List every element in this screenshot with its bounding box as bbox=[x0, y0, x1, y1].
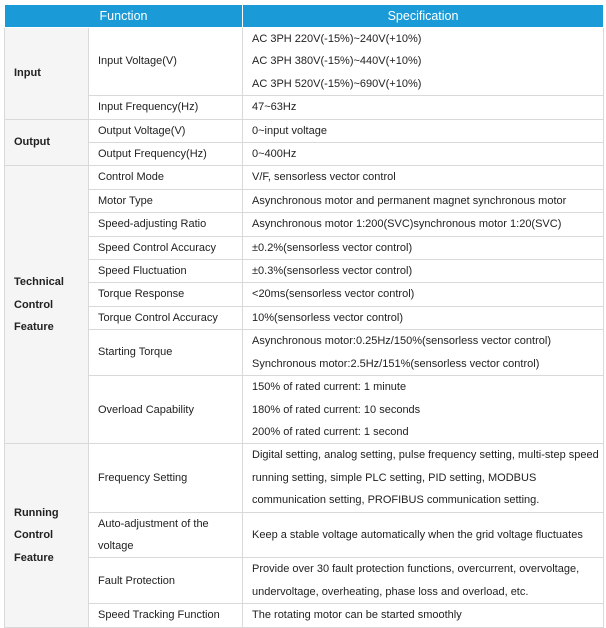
table-row bbox=[5, 143, 604, 166]
function-item-cell bbox=[89, 306, 243, 329]
text-line: Speed Control Accuracy bbox=[98, 241, 217, 254]
text-line: Speed-adjusting Ratio bbox=[98, 218, 207, 231]
table-body bbox=[5, 28, 604, 628]
table-row bbox=[5, 444, 604, 512]
text-line: undervoltage, overheating, phase loss and overload, etc. bbox=[252, 585, 529, 598]
specification-value-cell bbox=[243, 512, 604, 558]
table-row bbox=[5, 330, 604, 376]
table-row bbox=[5, 306, 604, 329]
function-item-cell bbox=[89, 213, 243, 236]
text-line: AC 3PH 380V(-15%)~440V(+10%) bbox=[252, 55, 422, 68]
text-line: Output bbox=[14, 136, 51, 149]
text-line: AC 3PH 220V(-15%)~240V(+10%) bbox=[252, 33, 422, 45]
specification-value-cell bbox=[243, 213, 604, 236]
text-line: Torque Control Accuracy bbox=[98, 311, 218, 324]
text-line: Overload Capability bbox=[98, 403, 194, 416]
text-line: 47~63Hz bbox=[252, 101, 297, 114]
text-line: Control bbox=[14, 298, 54, 311]
function-item-cell bbox=[89, 166, 243, 189]
table-row bbox=[5, 28, 604, 96]
text-line: Control bbox=[14, 529, 54, 542]
function-item-cell bbox=[89, 119, 243, 142]
specification-value-cell bbox=[243, 189, 604, 212]
text-line: 180% of rated current: 10 seconds bbox=[252, 403, 421, 416]
text-line: Asynchronous motor and permanent magnet synchronous motor bbox=[252, 194, 567, 207]
text-line: Control Mode bbox=[98, 171, 165, 184]
text-line: Torque Response bbox=[98, 288, 185, 301]
text-line: V/F, sensorless vector control bbox=[252, 171, 396, 184]
text-line: Output Voltage(V) bbox=[98, 124, 186, 137]
specification-value-cell bbox=[243, 376, 604, 444]
function-item-cell bbox=[89, 283, 243, 306]
function-item-cell bbox=[89, 28, 243, 96]
text-line: Fault Protection bbox=[98, 574, 176, 587]
text-line: AC 3PH 520V(-15%)~690V(+10%) bbox=[252, 77, 422, 90]
specification-value-cell bbox=[243, 330, 604, 376]
text-line: Starting Torque bbox=[98, 346, 173, 359]
specification-value-cell bbox=[243, 558, 604, 604]
specification-value-cell bbox=[243, 604, 604, 627]
text-line: 150% of rated current: 1 minute bbox=[252, 381, 407, 394]
text-line: Running bbox=[14, 506, 59, 519]
category-cell bbox=[5, 166, 89, 444]
text-line: Feature bbox=[14, 551, 54, 564]
specification-table bbox=[4, 4, 604, 628]
table-row bbox=[5, 236, 604, 259]
function-item-cell bbox=[89, 236, 243, 259]
text-line: ±0.3%(sensorless vector control) bbox=[252, 265, 413, 278]
table-row bbox=[5, 166, 604, 189]
text-line: Digital setting, analog setting, pulse frequency setting, multi-step speed bbox=[252, 449, 599, 462]
text-line: Technical bbox=[14, 276, 64, 289]
function-item-cell bbox=[89, 604, 243, 627]
text-line: Speed Fluctuation bbox=[98, 265, 187, 278]
text-line: Input bbox=[14, 67, 41, 80]
specification-value-cell bbox=[243, 143, 604, 166]
table-header-row bbox=[5, 5, 604, 28]
table-row bbox=[5, 558, 604, 604]
text-line: Asynchronous motor 1:200(SVC)synchronous motor 1:20(SVC) bbox=[252, 218, 562, 231]
text-line: Input Frequency(Hz) bbox=[98, 101, 199, 114]
text-line: Feature bbox=[14, 321, 54, 334]
text-line: 200% of rated current: 1 second bbox=[252, 425, 409, 438]
text-line: Asynchronous motor:0.25Hz/150%(sensorless vector control) bbox=[252, 335, 551, 348]
table-row bbox=[5, 189, 604, 212]
function-item-cell bbox=[89, 444, 243, 512]
function-item-cell bbox=[89, 330, 243, 376]
text-line: communication setting, PROFIBUS communication setting. bbox=[252, 494, 540, 507]
text-line: 0~400Hz bbox=[252, 148, 297, 161]
text-line: ±0.2%(sensorless vector control) bbox=[252, 241, 413, 254]
table-row bbox=[5, 96, 604, 119]
table-row bbox=[5, 512, 604, 558]
specification-value-cell bbox=[243, 119, 604, 142]
text-line: Motor Type bbox=[98, 194, 153, 207]
table-row bbox=[5, 260, 604, 283]
specification-header: Specification bbox=[243, 5, 604, 28]
function-item-cell bbox=[89, 189, 243, 212]
text-line: voltage bbox=[98, 539, 134, 552]
function-item-cell bbox=[89, 143, 243, 166]
table-row bbox=[5, 213, 604, 236]
category-cell bbox=[5, 444, 89, 627]
text-line: The rotating motor can be started smoothly bbox=[252, 609, 462, 622]
specification-value-cell bbox=[243, 444, 604, 512]
specification-value-cell bbox=[243, 236, 604, 259]
table-row bbox=[5, 604, 604, 627]
text-line: Frequency Setting bbox=[98, 471, 188, 484]
table-row bbox=[5, 376, 604, 444]
function-item-cell bbox=[89, 96, 243, 119]
specification-value-cell bbox=[243, 306, 604, 329]
specification-value-cell bbox=[243, 166, 604, 189]
specification-value-cell bbox=[243, 96, 604, 119]
category-cell bbox=[5, 28, 89, 120]
text-line: Provide over 30 fault protection functions, overcurrent, overvoltage, bbox=[252, 563, 580, 576]
text-line: 0~input voltage bbox=[252, 124, 327, 137]
specification-value-cell bbox=[243, 283, 604, 306]
text-line: 10%(sensorless vector control) bbox=[252, 311, 404, 324]
text-line: Keep a stable voltage automatically when the grid voltage fluctuates bbox=[252, 528, 583, 541]
text-line: Speed Tracking Function bbox=[98, 609, 220, 622]
category-cell bbox=[5, 119, 89, 166]
table-row bbox=[5, 283, 604, 306]
specification-value-cell bbox=[243, 260, 604, 283]
text-line: Auto-adjustment of the bbox=[98, 517, 209, 530]
specification-value-cell bbox=[243, 28, 604, 96]
text-line: Synchronous motor:2.5Hz/151%(sensorless vector control) bbox=[252, 357, 540, 370]
table-row bbox=[5, 119, 604, 142]
function-item-cell bbox=[89, 376, 243, 444]
text-line: Input Voltage(V) bbox=[98, 55, 177, 68]
text-line: running setting, simple PLC setting, PID setting, MODBUS bbox=[252, 471, 537, 484]
text-line: Output Frequency(Hz) bbox=[98, 148, 207, 161]
text-line: <20ms(sensorless vector control) bbox=[252, 288, 415, 301]
function-item-cell bbox=[89, 512, 243, 558]
function-header: Function bbox=[5, 5, 243, 28]
function-item-cell bbox=[89, 558, 243, 604]
function-item-cell bbox=[89, 260, 243, 283]
